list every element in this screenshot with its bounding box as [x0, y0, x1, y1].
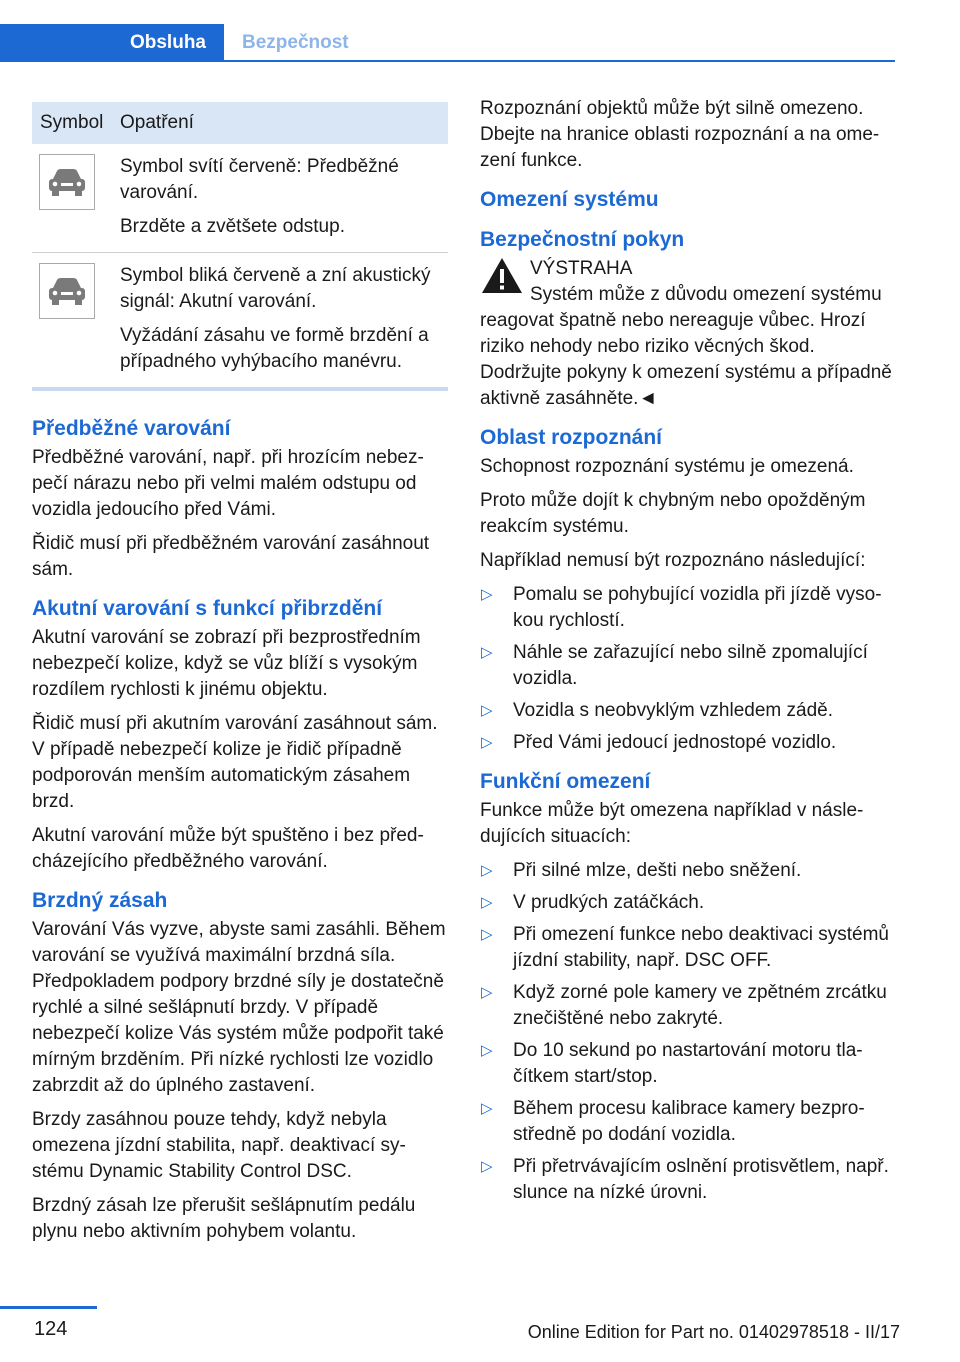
- section-heading: Předběžné varování: [32, 417, 231, 440]
- bullet-triangle-icon: ▷: [481, 862, 493, 879]
- bullet-triangle-icon: ▷: [481, 586, 493, 603]
- list-item: ▷ Při přetrvávajícím oslnění protisvětlem, např. slunce na nízké úrovni.: [480, 1154, 896, 1206]
- bullet-triangle-icon: ▷: [481, 1042, 493, 1059]
- list-item: ▷ Náhle se zařazující nebo silně zpomalující vozidla.: [480, 640, 896, 692]
- row-text: Symbol bliká červeně a zní akustický signál: Akutní varování.: [120, 265, 431, 312]
- row-text: Brzděte a zvětšete odstup.: [120, 216, 345, 237]
- right-column: [480, 96, 896, 1212]
- list-item: ▷ Když zorné pole kamery ve zpětném zrcátku znečištěné nebo zakryté.: [480, 980, 896, 1032]
- list-item: ▷ Pomalu se pohybující vozidla při jízdě vysokou rychlostí.: [480, 582, 896, 634]
- warning-triangle-icon: [480, 256, 524, 296]
- edition-note: Online Edition for Part no. 01402978518 - II/17: [527, 1322, 900, 1342]
- paragraph: Brzdný zásah lze přerušit sešlápnutím pedálu plynu nebo aktivním pohybem volantu.: [32, 1195, 416, 1242]
- left-column: [32, 102, 448, 1253]
- paragraph: Proto může dojít k chybným nebo opožděným reakcím systému.: [480, 490, 866, 537]
- table-row: [32, 144, 448, 253]
- function-list: [480, 858, 896, 1206]
- list-item: ▷ Během procesu kalibrace kamery bezprostředně po dodání vozidla.: [480, 1096, 896, 1148]
- tab-bezpecnost[interactable]: Bezpečnost: [242, 32, 349, 53]
- paragraph: Akutní varování se zobrazí při bezprostředním nebezpečí kolize, když se vůz blíží s vysokým rozdílem rychlosti k jinému objektu.: [32, 627, 421, 700]
- paragraph: Varování Vás vyzve, abyste sami zasáhli. Během varování se využívá maximální brzdná síla. Předpokladem podpory brzdné síly je dostatečně rychlé a silné sešlápnutí brzdy. V případě nebezpečí kolize Vás systém může podpořit také mírným brzděním. Při nízké rychlosti lze vozidlo zabrzdit až do úplného zastavení.: [32, 919, 446, 1096]
- header-divider: [0, 60, 895, 62]
- bullet-triangle-icon: ▷: [481, 926, 493, 943]
- column-header-action: Opatření: [120, 112, 194, 133]
- warning-text: Systém může z důvodu omezení systému reagovat špatně nebo nereaguje vůbec. Hrozí riziko nehody nebo riziko věcných škod. Dodržujte pokyny k omezení systému a případně aktivně zasáhněte.◄: [480, 284, 892, 409]
- paragraph: Rozpoznání objektů může být silně omezeno. Dbejte na hranice oblasti rozpoznání a na omezení funkce.: [480, 98, 880, 171]
- section-heading: Oblast rozpoznání: [480, 426, 663, 449]
- bullet-triangle-icon: ▷: [481, 702, 493, 719]
- bullet-triangle-icon: ▷: [481, 1100, 493, 1117]
- footer-divider: [0, 1306, 97, 1309]
- car-warning-icon: [39, 154, 95, 210]
- paragraph: Řidič musí při předběžném varování zasáhnout sám.: [32, 533, 430, 580]
- range-list: [480, 582, 896, 756]
- list-item: ▷ Při silné mlze, dešti nebo sněžení.: [480, 858, 896, 884]
- section-heading: Funkční omezení: [480, 770, 651, 793]
- section-heading: Brzdný zásah: [32, 889, 168, 912]
- bullet-triangle-icon: ▷: [481, 1158, 493, 1175]
- paragraph: Akutní varování může být spuštěno i bez předcházejícího předběžného varování.: [32, 825, 424, 872]
- paragraph: Funkce může být omezena například v následujících situacích:: [480, 800, 864, 847]
- list-item: ▷ Před Vámi jedoucí jednostopé vozidlo.: [480, 730, 896, 756]
- bullet-triangle-icon: ▷: [481, 644, 493, 661]
- bullet-triangle-icon: ▷: [481, 894, 493, 911]
- page-number: 124: [34, 1318, 68, 1340]
- page-header: [0, 0, 960, 62]
- section-heading: Akutní varování s funkcí přibrzdění: [32, 597, 383, 620]
- list-item: ▷ Vozidla s neobvyklým vzhledem zádě.: [480, 698, 896, 724]
- warning-title: VÝSTRAHA: [530, 258, 633, 279]
- paragraph: Řidič musí při akutním varování zasáhnout sám. V případě nebezpečí kolize je řidič případně podporován menším automatickým zásahem brzd.: [32, 713, 438, 812]
- table-header: [32, 102, 448, 144]
- table-row: [32, 253, 448, 391]
- warning-block: [480, 256, 896, 412]
- row-text: Vyžádání zásahu ve formě brzdění a případného vyhýbacího manévru.: [120, 325, 429, 372]
- paragraph: Brzdy zasáhnou pouze tehdy, když nebyla omezena jízdní stabilita, např. deaktivací systému Dynamic Stability Control DSC.: [32, 1109, 406, 1182]
- tab-obsluha[interactable]: Obsluha: [0, 24, 224, 62]
- list-item: ▷ Při omezení funkce nebo deaktivaci systémů jízdní stability, např. DSC OFF.: [480, 922, 896, 974]
- list-item: ▷ V prudkých zatáčkách.: [480, 890, 896, 916]
- paragraph: Schopnost rozpoznání systému je omezená.: [480, 456, 854, 477]
- column-header-symbol: Symbol: [40, 112, 104, 133]
- row-text: Symbol svítí červeně: Předběžné varování.: [120, 156, 399, 203]
- list-item: ▷ Do 10 sekund po nastartování motoru tlačítkem start/stop.: [480, 1038, 896, 1090]
- bullet-triangle-icon: ▷: [481, 984, 493, 1001]
- paragraph: Například nemusí být rozpoznáno následující:: [480, 550, 866, 571]
- section-subheading: Bezpečnostní pokyn: [480, 228, 685, 251]
- section-heading: Omezení systému: [480, 188, 659, 211]
- paragraph: Předběžné varování, např. při hrozícím nebezpečí nárazu nebo při velmi malém odstupu od vozidla jedoucího před Vámi.: [32, 447, 424, 520]
- bullet-triangle-icon: ▷: [481, 734, 493, 751]
- car-warning-icon: [39, 263, 95, 319]
